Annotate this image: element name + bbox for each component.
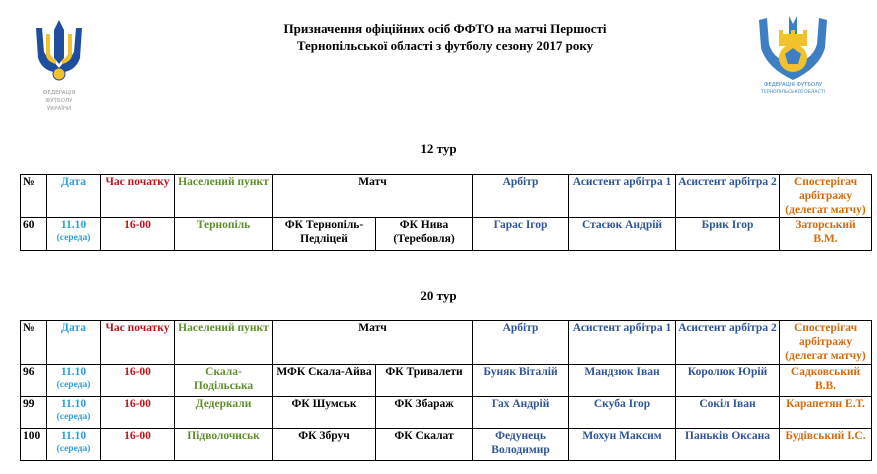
- match-weekday: (середа): [56, 412, 91, 422]
- col-num: №: [21, 175, 47, 218]
- round-title-12: 12 тур: [420, 141, 457, 156]
- col-assistant-2: Асистент арбітра 2: [676, 175, 780, 218]
- match-observer: Садковський В.В.: [780, 365, 872, 397]
- col-place: Населений пункт: [175, 321, 273, 365]
- match-date: 11.10 (середа): [47, 218, 101, 251]
- match-weekday: (середа): [56, 444, 91, 454]
- match-time: 16-00: [101, 218, 175, 251]
- col-place: Населений пункт: [175, 175, 273, 218]
- ffto-logo: [753, 14, 833, 96]
- match-referee: Федунець Володимир: [473, 429, 569, 461]
- table-header-row: [21, 175, 872, 218]
- match-assistant-2: Паньків Оксана: [676, 429, 780, 461]
- match-date: 11.10 (середа): [47, 397, 101, 429]
- col-assistant-2: Асистент арбітра 2: [676, 321, 780, 365]
- match-num: 96: [21, 365, 47, 397]
- table-row: [21, 218, 872, 251]
- match-away-team: ФК Збараж: [376, 397, 473, 429]
- match-num: 60: [21, 218, 47, 251]
- col-match: Матч: [273, 321, 473, 365]
- table-row: [21, 429, 872, 461]
- match-observer: Карапетян Е.Т.: [780, 397, 872, 429]
- match-weekday: (середа): [56, 233, 91, 243]
- match-home-team: МФК Скала-Айва: [273, 365, 376, 397]
- match-referee: Буняк Віталій: [473, 365, 569, 397]
- ffto-logo-text-2: ТЕРНОПІЛЬСЬКОЇ ОБЛАСТІ: [761, 90, 825, 95]
- match-referee: Гарас Ігор: [473, 218, 569, 251]
- match-assistant-1: Мандзюк Іван: [569, 365, 676, 397]
- match-away-team: ФК Скалат: [376, 429, 473, 461]
- table-row: [21, 397, 872, 429]
- col-assistant-1: Асистент арбітра 1: [569, 175, 676, 218]
- match-away-team: ФК Тривалети: [376, 365, 473, 397]
- ffu-logo-text-2: ФУТБОЛУ: [45, 98, 73, 104]
- match-place: Дедеркали: [175, 397, 273, 429]
- match-assistant-1: Скуба Ігор: [569, 397, 676, 429]
- col-match: Матч: [273, 175, 473, 218]
- match-assistant-2: Сокіл Іван: [676, 397, 780, 429]
- match-referee: Гах Андрій: [473, 397, 569, 429]
- match-home-team: ФК Шумськ: [273, 397, 376, 429]
- col-time: Час початку: [101, 175, 175, 218]
- match-observer: Будівський І.С.: [780, 429, 872, 461]
- schedule-table-round-12: [20, 174, 872, 251]
- ball-icon: [53, 68, 65, 80]
- match-assistant-1: Мохун Максим: [569, 429, 676, 461]
- match-assistant-2: Королюк Юрій: [676, 365, 780, 397]
- col-date: Дата: [47, 175, 101, 218]
- match-home-team: ФК Збруч: [273, 429, 376, 461]
- ffu-logo: [28, 18, 90, 118]
- match-weekday: (середа): [56, 380, 91, 390]
- ffu-logo-text-3: УКРАЇНИ: [46, 106, 72, 112]
- match-num: 99: [21, 397, 47, 429]
- col-date: Дата: [47, 321, 101, 365]
- match-time: 16-00: [101, 429, 175, 461]
- match-away-team: ФК Нива (Теребовля): [376, 218, 473, 251]
- match-assistant-2: Брик Ігор: [676, 218, 780, 251]
- schedule-table-round-20: [20, 320, 872, 461]
- col-referee: Арбітр: [473, 321, 569, 365]
- table-row: [21, 365, 872, 397]
- match-home-team: ФК Тернопіль-Педліцей: [273, 218, 376, 251]
- col-num: №: [21, 321, 47, 365]
- title-line-2: Тернопільської області з футболу сезону 2017 року: [296, 38, 594, 53]
- match-assistant-1: Стасюк Андрій: [569, 218, 676, 251]
- page-title: [200, 20, 690, 54]
- match-place: Тернопіль: [175, 218, 273, 251]
- col-referee: Арбітр: [473, 175, 569, 218]
- col-time: Час початку: [101, 321, 175, 365]
- table-header-row: [21, 321, 872, 365]
- col-assistant-1: Асистент арбітра 1: [569, 321, 676, 365]
- title-line-1: Призначення офіційних осіб ФФТО на матчі Першості: [283, 21, 607, 36]
- match-time: 16-00: [101, 365, 175, 397]
- match-place: Скала-Подільська: [175, 365, 273, 397]
- round-title-20: 20 тур: [420, 288, 457, 303]
- match-observer: Заторський В.М.: [780, 218, 872, 251]
- col-observer: Спостерігач арбітражу (делегат матчу): [780, 175, 872, 218]
- match-time: 16-00: [101, 397, 175, 429]
- match-num: 100: [21, 429, 47, 461]
- match-date: 11.10 (середа): [47, 365, 101, 397]
- match-place: Підволочиськ: [175, 429, 273, 461]
- col-observer: Спостерігач арбітражу (делегат матчу): [780, 321, 872, 365]
- match-date: 11.10 (середа): [47, 429, 101, 461]
- ffu-logo-text-1: ФЕДЕРАЦІЯ: [42, 90, 76, 96]
- ffto-logo-text-1: ФЕДЕРАЦІЯ ФУТБОЛУ: [763, 82, 823, 88]
